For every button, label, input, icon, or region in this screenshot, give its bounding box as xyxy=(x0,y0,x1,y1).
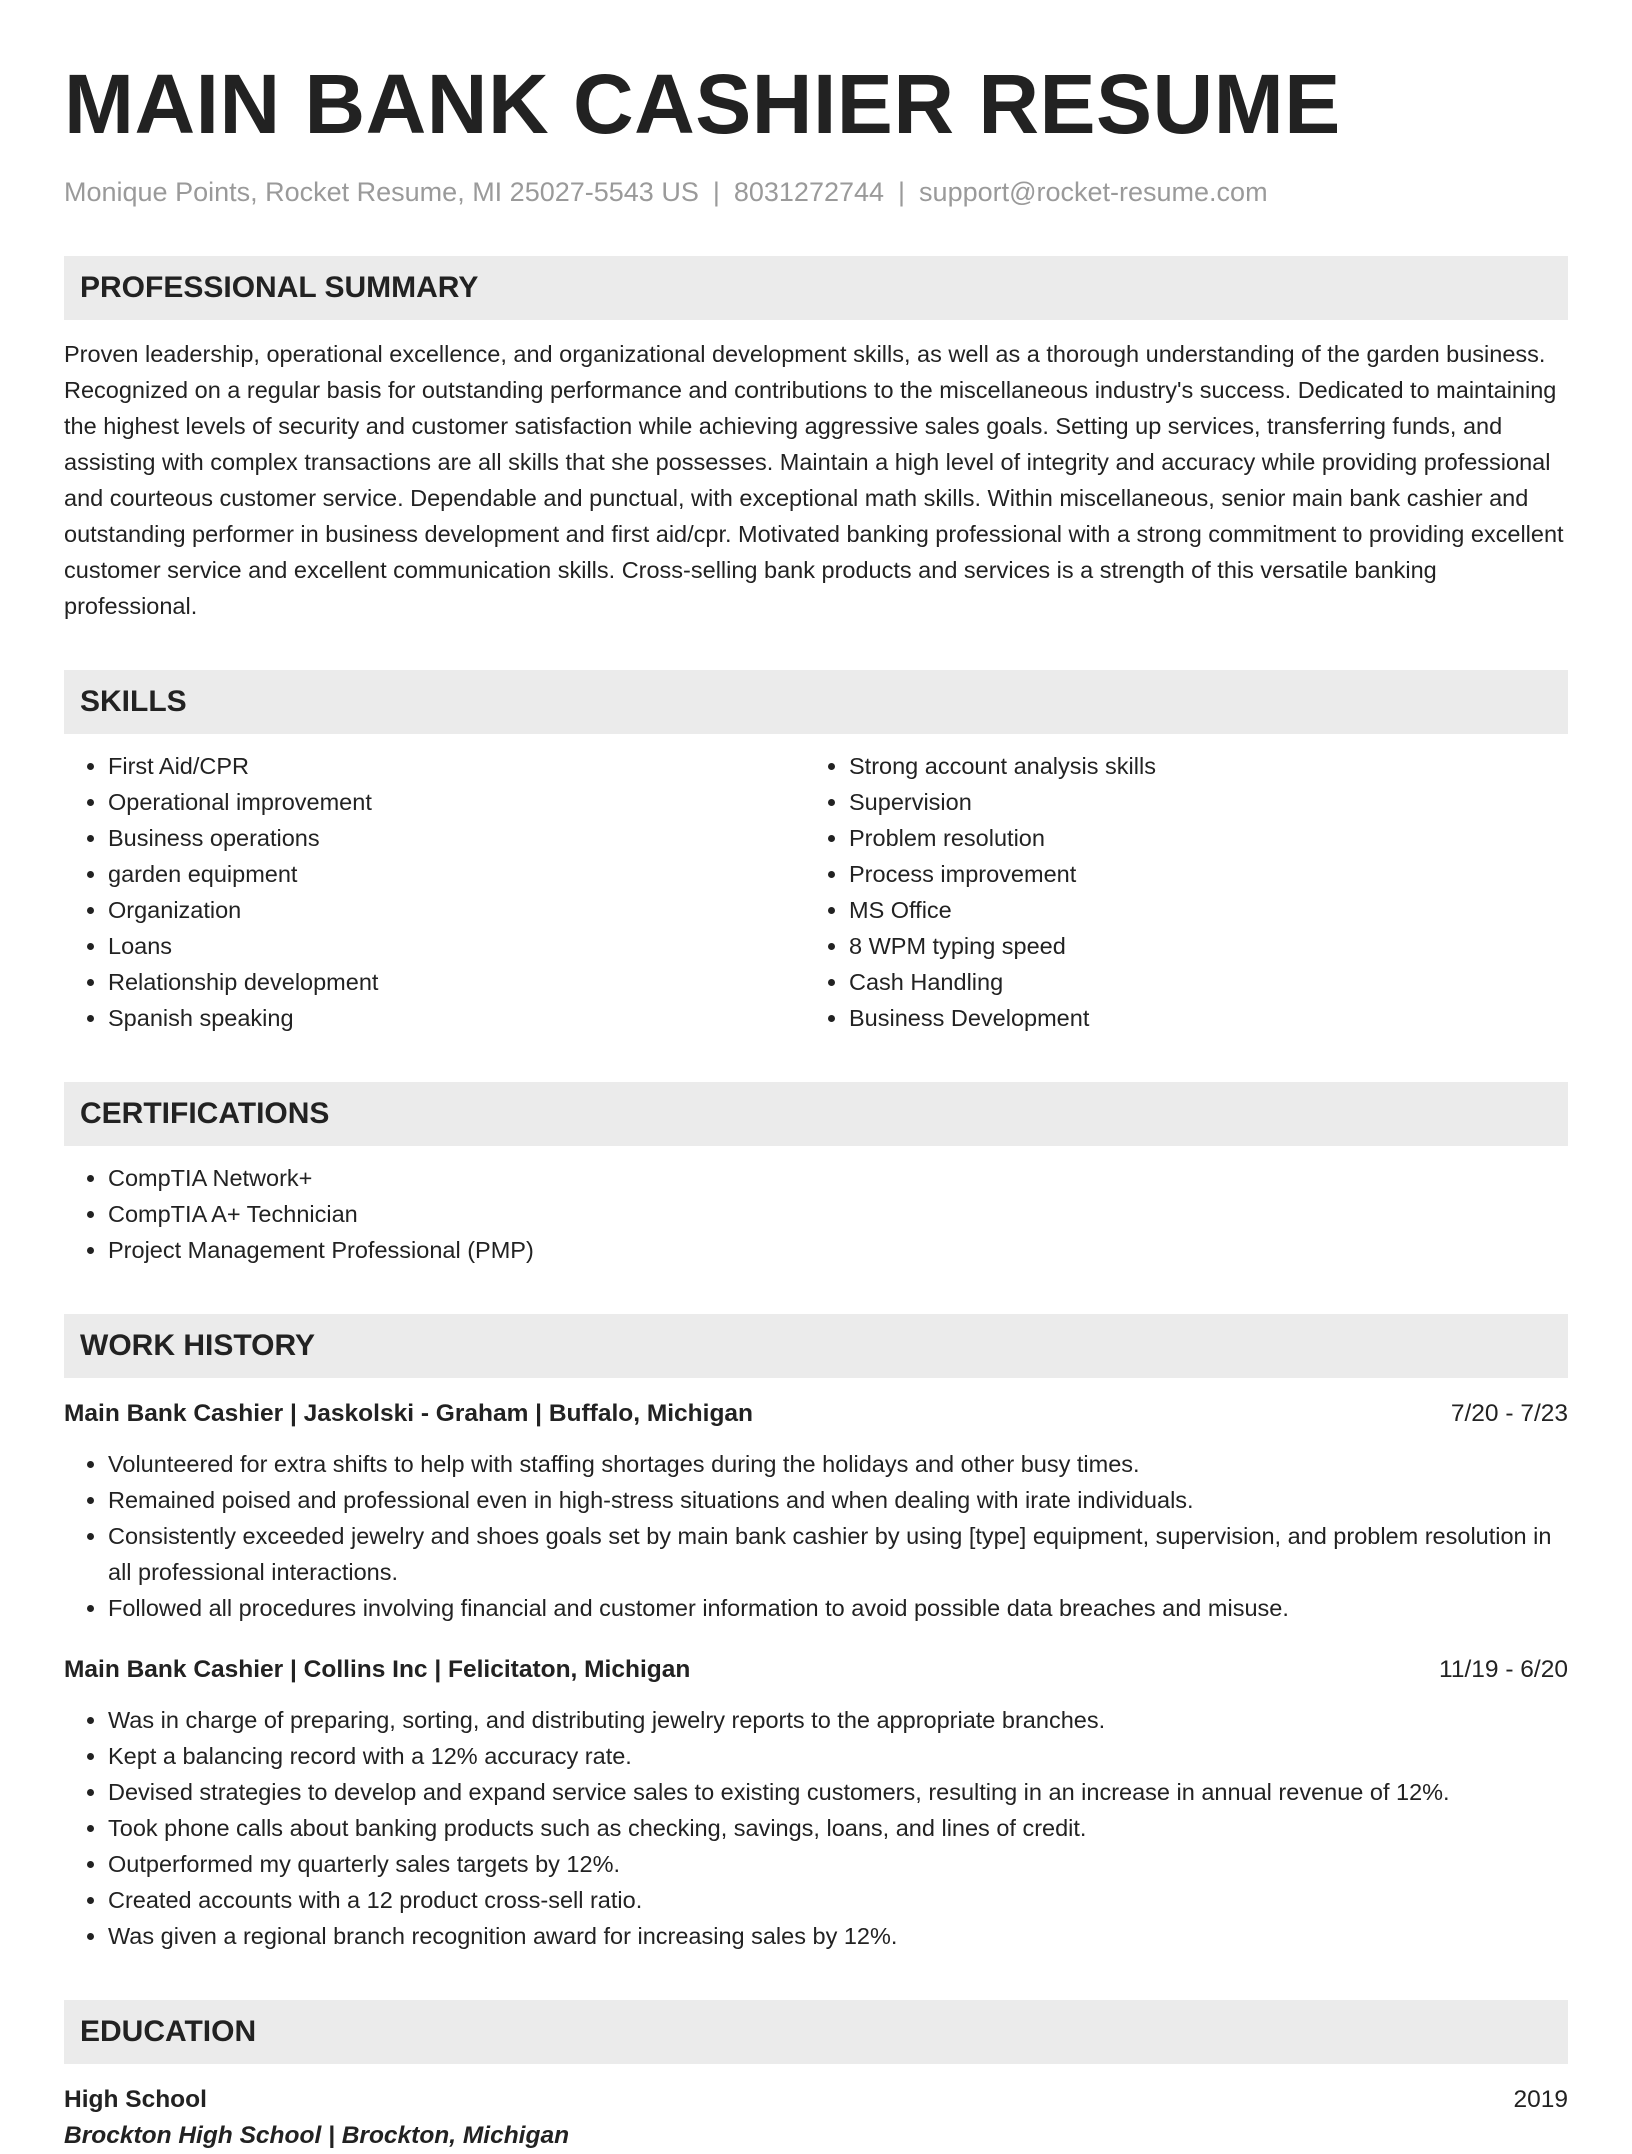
job-heading: Main Bank Cashier | Collins Inc | Felicitaton, Michigan xyxy=(64,1656,691,1683)
job-dates: 7/20 - 7/23 xyxy=(1450,1400,1568,1427)
skills-left-list xyxy=(64,748,805,1036)
skill-item: • First Aid/CPR xyxy=(108,748,805,784)
contact-phone: 8031272744 xyxy=(733,177,885,207)
certification-item: • CompTIA Network+ xyxy=(108,1160,1568,1196)
contact-address: Monique Points, Rocket Resume, MI 25027-5543 US xyxy=(64,177,699,207)
certification-item: • CompTIA A+ Technician xyxy=(108,1196,1568,1232)
job-bullet: • Consistently exceeded jewelry and shoes goals set by main bank cashier by using [type] equipment, supervision, and problem resolution in all professional interactions. xyxy=(108,1518,1568,1590)
skill-item: • Business operations xyxy=(108,820,805,856)
skill-item: • MS Office xyxy=(849,892,1546,928)
skills-section-header: SKILLS xyxy=(64,670,1568,734)
certification-item: • Project Management Professional (PMP) xyxy=(108,1232,1568,1268)
job-bullet: • Remained poised and professional even in high-stress situations and when dealing with irate individuals. xyxy=(108,1482,1568,1518)
job-bullet: • Was in charge of preparing, sorting, and distributing jewelry reports to the appropriate branches. xyxy=(108,1702,1568,1738)
skill-item: • garden equipment xyxy=(108,856,805,892)
contact-separator: | xyxy=(898,177,906,207)
job-header xyxy=(64,1652,1568,1688)
certifications-list xyxy=(64,1160,1568,1268)
education-year: 2019 xyxy=(1513,2086,1568,2113)
skill-item: • Strong account analysis skills xyxy=(849,748,1546,784)
job-header xyxy=(64,1396,1568,1432)
job-bullet: • Followed all procedures involving financial and customer information to avoid possible data breaches and misuse. xyxy=(108,1590,1568,1626)
resume-title: MAIN BANK CASHIER RESUME xyxy=(64,57,1341,151)
job-bullet-list xyxy=(64,1446,1568,1626)
job-bullet: • Volunteered for extra shifts to help with staffing shortages during the holidays and other busy times. xyxy=(108,1446,1568,1482)
job-bullet: • Kept a balancing record with a 12% accuracy rate. xyxy=(108,1738,1568,1774)
education-header xyxy=(64,2082,1568,2118)
job-bullet: • Devised strategies to develop and expand service sales to existing customers, resulting in an increase in annual revenue of 12%. xyxy=(108,1774,1568,1810)
work-section-header: WORK HISTORY xyxy=(64,1314,1568,1378)
skills-grid xyxy=(64,748,1568,1036)
skill-item: • Loans xyxy=(108,928,805,964)
job-entry xyxy=(64,1396,1568,1626)
job-bullet: • Outperformed my quarterly sales targets by 12%. xyxy=(108,1846,1568,1882)
skill-item: • Operational improvement xyxy=(108,784,805,820)
contact-separator: | xyxy=(712,177,720,207)
job-bullet-list xyxy=(64,1702,1568,1954)
job-entry xyxy=(64,1652,1568,1954)
summary-text: Proven leadership, operational excellence, and organizational development skills, as well as a thorough understanding of the garden business. Recognized on a regular basis for outstanding performance and contributions to the miscellaneous industry's success. Dedicated to maintaining the highest levels of security and customer satisfaction while achieving aggressive sales goals. Setting up services, transferring funds, and assisting with complex transactions are all skills that she possesses. Maintain a high level of integrity and accuracy while providing professional and courteous customer service. Dependable and punctual, with exceptional math skills. Within miscellaneous, senior main bank cashier and outstanding performer in business development and first aid/cpr. Motivated banking professional with a strong commitment to providing excellent customer service and excellent communication skills. Cross-selling bank products and services is a strength of this versatile banking professional. xyxy=(64,341,1564,619)
skill-item: • Organization xyxy=(108,892,805,928)
job-bullet: • Took phone calls about banking products such as checking, savings, loans, and lines of credit. xyxy=(108,1810,1568,1846)
education-school: Brockton High School | Brockton, Michigan xyxy=(64,2122,570,2149)
skill-item: • 8 WPM typing speed xyxy=(849,928,1546,964)
job-bullet: • Created accounts with a 12 product cross-sell ratio. xyxy=(108,1882,1568,1918)
education-degree: High School xyxy=(64,2086,207,2113)
skill-item: • Process improvement xyxy=(849,856,1546,892)
skill-item: • Cash Handling xyxy=(849,964,1546,1000)
job-bullet: • Was given a regional branch recognition award for increasing sales by 12%. xyxy=(108,1918,1568,1954)
contact-email: support@rocket-resume.com xyxy=(919,177,1268,207)
skill-item: • Spanish speaking xyxy=(108,1000,805,1036)
job-heading: Main Bank Cashier | Jaskolski - Graham | Buffalo, Michigan xyxy=(64,1400,754,1427)
education-section-header: EDUCATION xyxy=(64,2000,1568,2064)
skill-item: • Problem resolution xyxy=(849,820,1546,856)
skill-item: • Relationship development xyxy=(108,964,805,1000)
contact-line xyxy=(64,174,1568,210)
skills-right-list xyxy=(805,748,1546,1036)
summary-section-header: PROFESSIONAL SUMMARY xyxy=(64,256,1568,320)
job-dates: 11/19 - 6/20 xyxy=(1439,1656,1568,1683)
skill-item: • Supervision xyxy=(849,784,1546,820)
skill-item: • Business Development xyxy=(849,1000,1546,1036)
certifications-section-header: CERTIFICATIONS xyxy=(64,1082,1568,1146)
